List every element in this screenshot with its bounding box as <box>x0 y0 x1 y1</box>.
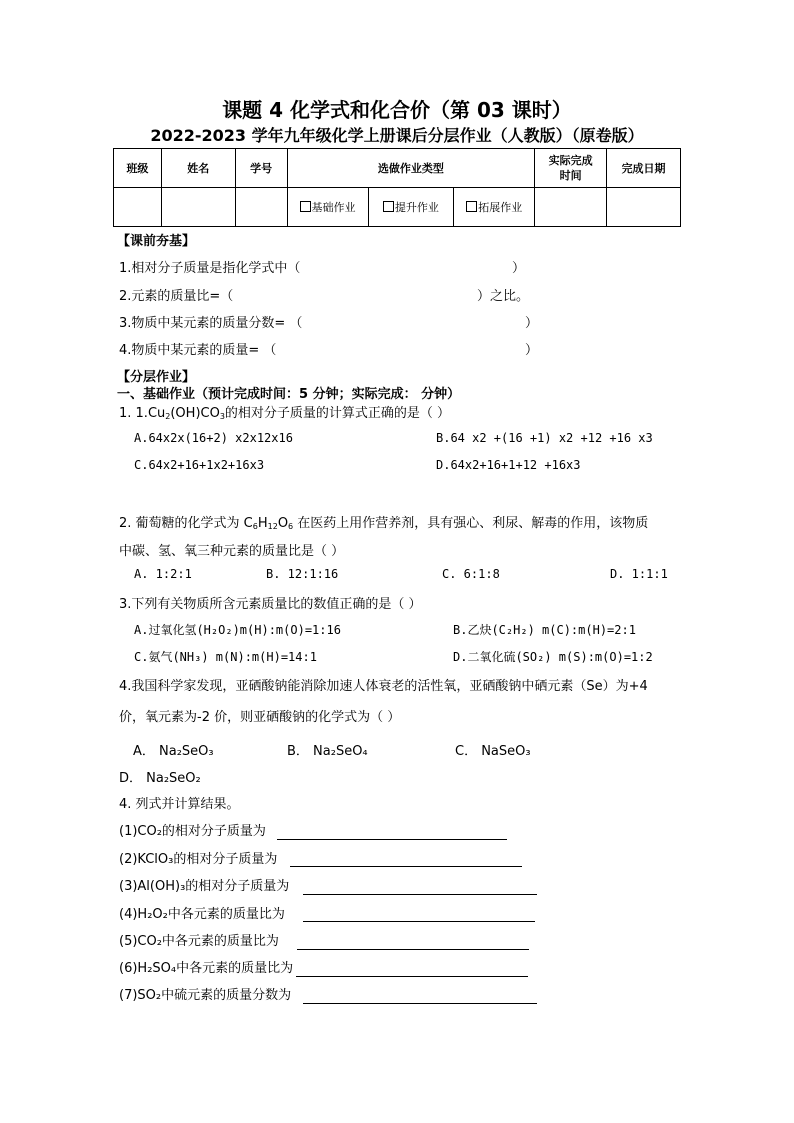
q4-option-b[interactable]: B． Na₂SeO₄ <box>287 744 368 759</box>
q3-option-c[interactable]: C.氨气(NH₃) m(N):m(H)=14:1 <box>134 650 317 664</box>
preclass-item-4: 4.物质中某元素的质量= （ <box>119 343 277 358</box>
q4-option-c[interactable]: C． NaSeO₃ <box>455 744 531 759</box>
basic-homework-heading: 一、基础作业（预计完成时间：5 分钟；实际完成： 分钟） <box>117 387 461 402</box>
preclass-item-1-close: ） <box>512 261 526 276</box>
q2-option-b[interactable]: B. 12:1:16 <box>266 567 339 581</box>
q5-answer-3[interactable] <box>303 880 537 895</box>
q5-stem: 4. 列式并计算结果。 <box>119 797 240 812</box>
q5-answer-2[interactable] <box>290 852 522 867</box>
q2-option-a[interactable]: A. 1:2:1 <box>134 567 192 581</box>
header-finish-date: 完成日期 <box>607 149 681 188</box>
q5-answer-4[interactable] <box>303 907 535 922</box>
option-basic[interactable]: 基础作业 <box>287 188 368 227</box>
homework-info-table <box>113 148 681 227</box>
q5-answer-6[interactable] <box>296 962 528 977</box>
q4-stem-line2: 价，氧元素为-2 价，则亚硒酸钠的化学式为（ ） <box>119 710 401 725</box>
preclass-item-4-close: ） <box>525 343 539 358</box>
checkbox-advanced[interactable] <box>383 201 394 212</box>
checkbox-basic[interactable] <box>300 201 311 212</box>
q5-item-5: (5)CO₂中各元素的质量比为 <box>119 934 279 949</box>
q2-stem-line1: 2. 葡萄糖的化学式为 $C_6H_{12}O_6$ 在医药上用作营养剂，具有强心、利尿、解毒的作用，该物质 <box>119 516 649 531</box>
page-subtitle: 2022-2023 学年九年级化学上册课后分层作业（人教版）（原卷版） <box>150 126 644 145</box>
q5-answer-1[interactable] <box>277 825 507 840</box>
q1-option-d[interactable]: D.64x2+16+1+12 +16x3 <box>436 458 581 472</box>
preclass-item-1: 1.相对分子质量是指化学式中（ <box>119 261 301 276</box>
actual-time-cell[interactable] <box>535 188 607 227</box>
header-class: 班级 <box>114 149 162 188</box>
preclass-item-3: 3.物质中某元素的质量分数= （ <box>119 316 303 331</box>
q5-item-4: (4)H₂O₂中各元素的质量比为 <box>119 907 285 922</box>
preclass-item-2: 2.元素的质量比=（ <box>119 289 234 304</box>
preclass-heading: 【课前夯基】 <box>117 234 196 249</box>
q3-option-b[interactable]: B.乙炔(C₂H₂) m(C):m(H)=2:1 <box>453 623 636 637</box>
page-title: 课题 4 化学式和化合价（第 03 课时） <box>222 98 572 122</box>
q1-option-c[interactable]: C.64x2+16+1x2+16x3 <box>134 458 265 472</box>
q5-item-1: (1)CO₂的相对分子质量为 <box>119 824 266 839</box>
checkbox-extended[interactable] <box>466 201 477 212</box>
q5-answer-7[interactable] <box>303 989 537 1004</box>
preclass-item-3-close: ） <box>525 316 539 331</box>
layered-heading: 【分层作业】 <box>117 370 196 385</box>
q4-stem-line1: 4.我国科学家发现，亚硒酸钠能消除加速人体衰老的活性氧，亚硒酸钠中硒元素（Se）为+4 <box>119 679 648 694</box>
header-homework-type: 选做作业类型 <box>287 149 535 188</box>
student-id-cell[interactable] <box>235 188 287 227</box>
q5-item-2: (2)KClO₃的相对分子质量为 <box>119 852 278 867</box>
header-student-id: 学号 <box>235 149 287 188</box>
header-name: 姓名 <box>161 149 235 188</box>
q4-option-a[interactable]: A． Na₂SeO₃ <box>133 744 214 759</box>
q4-option-d[interactable]: D． Na₂SeO₂ <box>119 771 201 786</box>
q3-stem: 3.下列有关物质所含元素质量比的数值正确的是（ ） <box>119 597 422 612</box>
q5-item-6: (6)H₂SO₄中各元素的质量比为 <box>119 961 294 976</box>
q2-option-c[interactable]: C. 6:1:8 <box>442 567 500 581</box>
header-actual-time: 实际完成时间 <box>535 149 607 188</box>
option-extended[interactable]: 拓展作业 <box>454 188 535 227</box>
q3-option-a[interactable]: A.过氧化氢(H₂O₂)m(H):m(O)=1:16 <box>134 623 341 637</box>
q2-option-d[interactable]: D. 1:1:1 <box>610 567 668 581</box>
q5-item-3: (3)Al(OH)₃的相对分子质量为 <box>119 879 290 894</box>
class-cell[interactable] <box>114 188 162 227</box>
option-advanced[interactable]: 提升作业 <box>368 188 454 227</box>
q5-answer-5[interactable] <box>297 935 529 950</box>
q1-option-b[interactable]: B.64 x2 +(16 +1) x2 +12 +16 x3 <box>436 431 653 445</box>
q1-stem: 1. $1.Cu_2(OH)CO_3$的相对分子质量的计算式正确的是（ ） <box>119 406 451 421</box>
preclass-item-2-close: ）之比。 <box>477 289 530 304</box>
finish-date-cell[interactable] <box>607 188 681 227</box>
q3-option-d[interactable]: D.二氧化硫(SO₂) m(S):m(O)=1:2 <box>453 650 653 664</box>
q5-item-7: (7)SO₂中硫元素的质量分数为 <box>119 988 292 1003</box>
q2-stem-line2: 中碳、氢、氧三种元素的质量比是（ ） <box>119 544 345 559</box>
q1-option-a[interactable]: A.64x2x(16+2) x2x12x16 <box>134 431 293 445</box>
name-cell[interactable] <box>161 188 235 227</box>
